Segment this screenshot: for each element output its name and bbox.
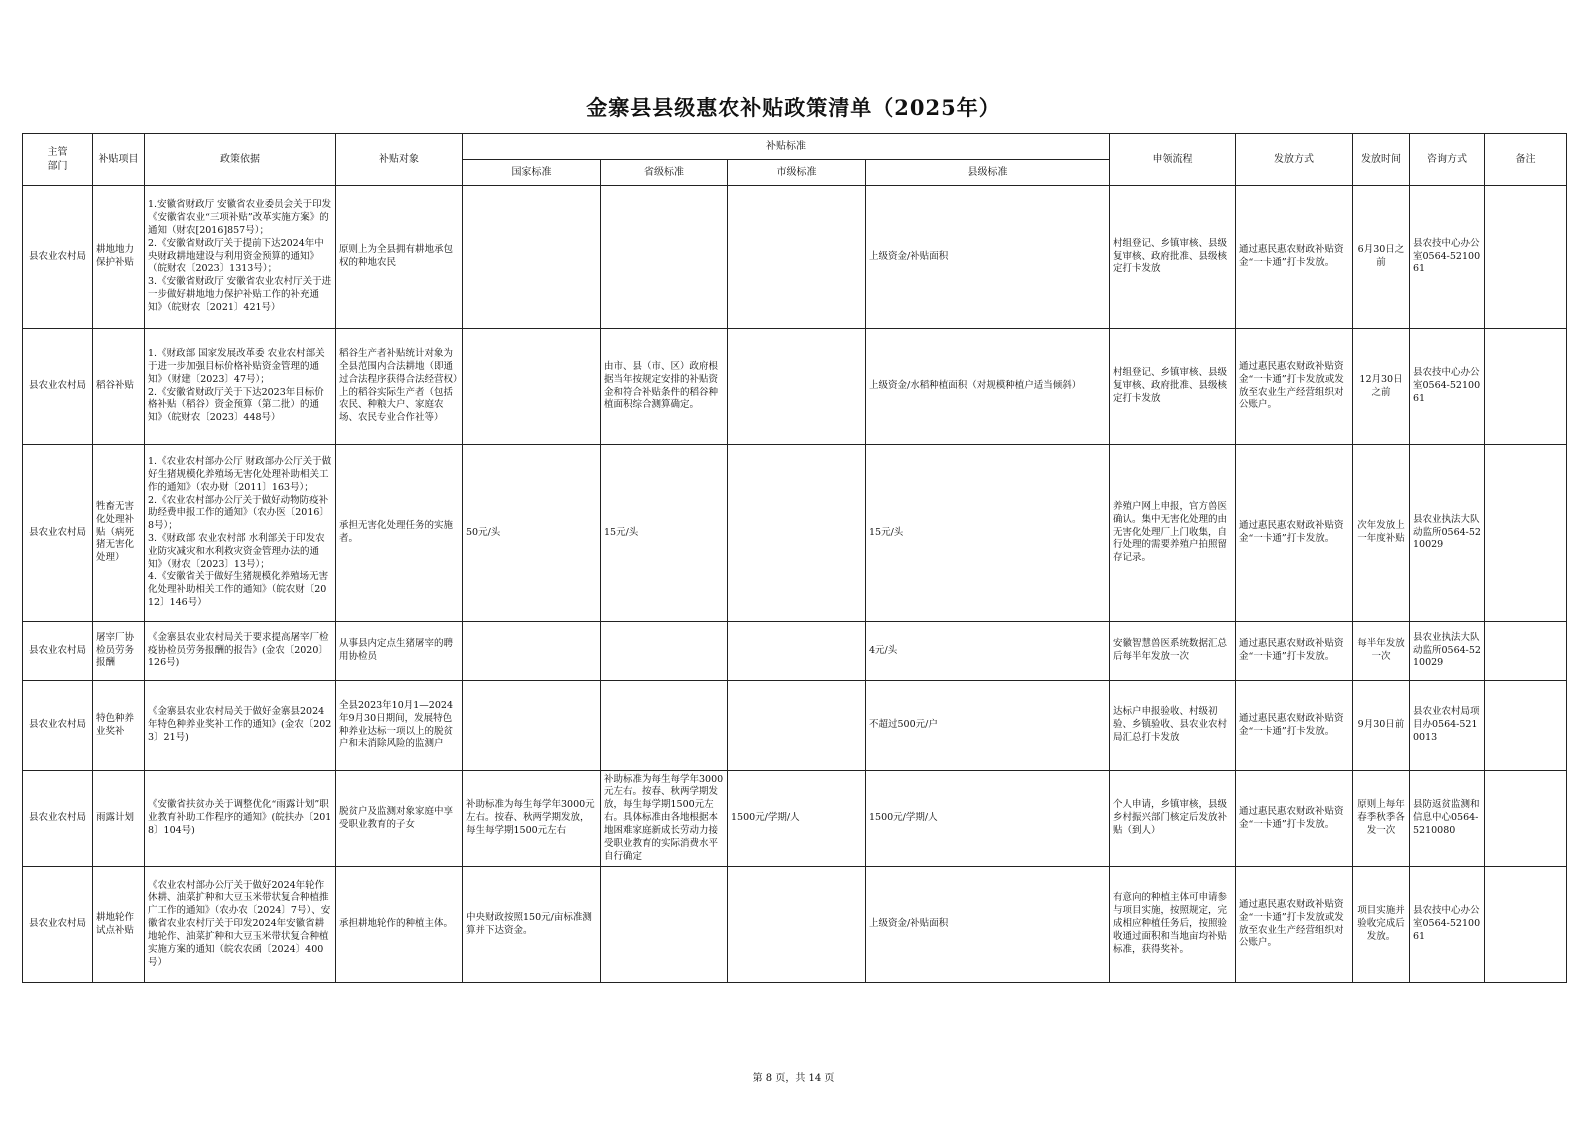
cell-consult: 县农业执法大队动监所0564-5210029 (1410, 622, 1485, 681)
cell-item: 屠宰厂协检员劳务报酬 (93, 622, 145, 681)
header-basis: 政策依据 (145, 134, 336, 186)
cell-national: 中央财政按照150元/亩标准测算并下达资金。 (463, 867, 601, 983)
cell-method: 通过惠民惠农财政补贴资金“一卡通”打卡发放。 (1236, 622, 1353, 681)
cell-method: 通过惠民惠农财政补贴资金“一卡通”打卡发放或发放至农业生产经营组织对公账户。 (1236, 329, 1353, 445)
cell-national (463, 681, 601, 771)
cell-target: 脱贫户及监测对象家庭中享受职业教育的子女 (336, 771, 463, 867)
cell-county: 上级资金/补贴面积 (866, 867, 1110, 983)
cell-time: 9月30日前 (1353, 681, 1410, 771)
cell-basis: 《农业农村部办公厅关于做好2024年轮作休耕、油菜扩种和大豆玉米带状复合种植推广工作的通知》（农办农〔2024〕7号）、安徽省农业农村厅关于印发2024年安徽省耕地轮作、油菜扩种和大豆玉米带状复合种植实施方案的通知（皖农农函〔2024〕400号） (145, 867, 336, 983)
cell-process: 有意向的种植主体可申请参与项目实施，按照规定，完成相应种植任务后，按照验收通过面积和当地亩均补贴标准，获得奖补。 (1110, 867, 1236, 983)
table-row (23, 445, 1567, 622)
cell-provincial: 15元/头 (601, 445, 728, 622)
cell-provincial: 由市、县（市、区）政府根据当年按规定安排的补贴资金和符合补贴条件的稻谷种植面积综合测算确定。 (601, 329, 728, 445)
cell-item: 雨露计划 (93, 771, 145, 867)
cell-item: 耕地地力保护补贴 (93, 186, 145, 329)
table-row (23, 771, 1567, 867)
cell-city (728, 867, 866, 983)
cell-remark (1485, 186, 1567, 329)
cell-basis: 1.安徽省财政厅 安徽省农业委员会关于印发《安徽省农业“三项补贴”改革实施方案》的通知（财农[2016]857号）； 2.《安徽省财政厅关于提前下达2024年中央财政耕地建设与利用资金预算的通知》（皖财农〔2023〕1313号）； 3.《安徽省财政厅 安徽省农业农村厅关于进一步做好耕地地力保护补贴工作的补充通知》（皖财农〔2021〕421号） (145, 186, 336, 329)
cell-process: 达标户申报验收、村级初验、乡镇验收、县农业农村局汇总打卡发放 (1110, 681, 1236, 771)
cell-remark (1485, 445, 1567, 622)
cell-process: 个人申请，乡镇审核，县级乡村振兴部门核定后发放补贴（到人） (1110, 771, 1236, 867)
cell-dept: 县农业农村局 (23, 622, 93, 681)
cell-dept: 县农业农村局 (23, 186, 93, 329)
cell-time: 6月30日之前 (1353, 186, 1410, 329)
cell-provincial (601, 681, 728, 771)
table-row (23, 622, 1567, 681)
header-standard: 补贴标准 (463, 134, 1110, 160)
header-city: 市级标准 (728, 160, 866, 186)
table-row (23, 867, 1567, 983)
cell-basis: 1.《财政部 国家发展改革委 农业农村部关于进一步加强目标价格补贴资金管理的通知》（财建〔2023〕47号）； 2.《安徽省财政厅关于下达2023年目标价格补贴（稻谷）资金预算（第二批）的通知》（皖财农〔2023〕448号） (145, 329, 336, 445)
cell-remark (1485, 622, 1567, 681)
cell-county: 上级资金/补贴面积 (866, 186, 1110, 329)
cell-consult: 县农技中心办公室0564-5210061 (1410, 186, 1485, 329)
cell-dept: 县农业农村局 (23, 867, 93, 983)
cell-process: 村组登记、乡镇审核、县级复审核、政府批准、县级核定打卡发放 (1110, 186, 1236, 329)
cell-item: 稻谷补贴 (93, 329, 145, 445)
cell-provincial: 补助标准为每生每学年3000元左右。按春、秋两学期发放，每生每学期1500元左右。具体标准由各地根据本地困难家庭新成长劳动力接受职业教育的实际消费水平自行确定 (601, 771, 728, 867)
cell-target: 承担无害化处理任务的实施者。 (336, 445, 463, 622)
cell-item: 牲畜无害化处理补贴（病死猪无害化处理） (93, 445, 145, 622)
header-time: 发放时间 (1353, 134, 1410, 186)
cell-remark (1485, 771, 1567, 867)
cell-remark (1485, 681, 1567, 771)
header-method: 发放方式 (1236, 134, 1353, 186)
cell-basis: 1.《农业农村部办公厅 财政部办公厅关于做好生猪规模化养殖场无害化处理补助相关工作的通知》（农办财〔2011〕163号）； 2.《农业农村部办公厅关于做好动物防疫补助经费申报工作的通知》（农办医〔2016〕8号）； 3.《财政部 农业农村部 水利部关于印发农业防灾减灾和水利救灾资金管理办法的通知》（财农〔2023〕13号）； 4.《安徽省关于做好生猪规模化养殖场无害化处理补助相关工作的通知》（皖农财〔2012〕146号） (145, 445, 336, 622)
cell-method: 通过惠民惠农财政补贴资金“一卡通”打卡发放。 (1236, 771, 1353, 867)
cell-dept: 县农业农村局 (23, 445, 93, 622)
table-row (23, 681, 1567, 771)
header-dept: 主管 部门 (23, 134, 93, 186)
cell-item: 耕地轮作试点补贴 (93, 867, 145, 983)
cell-provincial (601, 867, 728, 983)
cell-national (463, 186, 601, 329)
cell-target: 从事县内定点生猪屠宰的聘用协检员 (336, 622, 463, 681)
cell-method: 通过惠民惠农财政补贴资金“一卡通”打卡发放。 (1236, 445, 1353, 622)
cell-target: 全县2023年10月1—2024年9月30日期间，发展特色种养业达标一项以上的脱贫户和未消除风险的监测户 (336, 681, 463, 771)
cell-consult: 县农业执法大队动监所0564-5210029 (1410, 445, 1485, 622)
cell-process: 村组登记、乡镇审核、县级复审核、政府批准、县级核定打卡发放 (1110, 329, 1236, 445)
table-header-row (23, 134, 1567, 160)
cell-provincial (601, 622, 728, 681)
cell-city: 1500元/学期/人 (728, 771, 866, 867)
cell-national (463, 622, 601, 681)
cell-city (728, 445, 866, 622)
cell-consult: 县农业农村局项目办0564-5210013 (1410, 681, 1485, 771)
cell-city (728, 681, 866, 771)
cell-city (728, 329, 866, 445)
cell-time: 项目实施并验收完成后发放。 (1353, 867, 1410, 983)
cell-time: 次年发放上一年度补贴 (1353, 445, 1410, 622)
cell-county: 1500元/学期/人 (866, 771, 1110, 867)
header-provincial: 省级标准 (601, 160, 728, 186)
header-consult: 咨询方式 (1410, 134, 1485, 186)
header-county: 县级标准 (866, 160, 1110, 186)
header-remark: 备注 (1485, 134, 1567, 186)
cell-consult: 县农技中心办公室0564-5210061 (1410, 867, 1485, 983)
page-footer: 第 8 页，共 14 页 (752, 1073, 835, 1084)
cell-time: 12月30日之前 (1353, 329, 1410, 445)
cell-basis: 《金寨县农业农村局关于要求提高屠宰厂检疫协检员劳务报酬的报告》(金农〔2020〕126号) (145, 622, 336, 681)
cell-target: 原则上为全县拥有耕地承包权的种地农民 (336, 186, 463, 329)
cell-county: 15元/头 (866, 445, 1110, 622)
cell-national: 50元/头 (463, 445, 601, 622)
header-process: 申领流程 (1110, 134, 1236, 186)
table-row (23, 329, 1567, 445)
cell-time: 每半年发放一次 (1353, 622, 1410, 681)
cell-basis: 《安徽省扶贫办关于调整优化“雨露计划”职业教育补助工作程序的通知》(皖扶办〔2018〕104号) (145, 771, 336, 867)
cell-process: 安徽智慧兽医系统数据汇总后每半年发放一次 (1110, 622, 1236, 681)
cell-item: 特色种养业奖补 (93, 681, 145, 771)
header-item: 补贴项目 (93, 134, 145, 186)
cell-target: 稻谷生产者补贴统计对象为全县范围内合法耕地（即通过合法程序获得合法经营权）上的稻谷实际生产者（包括农民、种粮大户、家庭农场、农民专业合作社等） (336, 329, 463, 445)
cell-county: 4元/头 (866, 622, 1110, 681)
cell-method: 通过惠民惠农财政补贴资金“一卡通”打卡发放或发放至农业生产经营组织对公账户。 (1236, 867, 1353, 983)
cell-remark (1485, 329, 1567, 445)
cell-dept: 县农业农村局 (23, 681, 93, 771)
page-title: 金寨县县级惠农补贴政策清单（2025年） (586, 95, 1001, 120)
cell-method: 通过惠民惠农财政补贴资金“一卡通”打卡发放。 (1236, 186, 1353, 329)
cell-dept: 县农业农村局 (23, 329, 93, 445)
cell-time: 原则上每年春季秋季各发一次 (1353, 771, 1410, 867)
cell-consult: 县防返贫监测和信息中心0564-5210080 (1410, 771, 1485, 867)
policy-table (22, 133, 1567, 983)
cell-provincial (601, 186, 728, 329)
cell-city (728, 622, 866, 681)
cell-national (463, 329, 601, 445)
cell-basis: 《金寨县农业农村局关于做好金寨县2024年特色种养业奖补工作的通知》(金农〔2023〕21号) (145, 681, 336, 771)
cell-county: 不超过500元/户 (866, 681, 1110, 771)
cell-process: 养殖户网上申报，官方兽医确认。集中无害化处理的由无害化处理厂上门收集，自行处理的需要养殖户拍照留存记录。 (1110, 445, 1236, 622)
cell-county: 上级资金/水稻种植面积（对规模种植户适当倾斜） (866, 329, 1110, 445)
cell-city (728, 186, 866, 329)
cell-national: 补助标准为每生每学年3000元左右。按春、秋两学期发放，每生每学期1500元左右 (463, 771, 601, 867)
cell-remark (1485, 867, 1567, 983)
cell-target: 承担耕地轮作的种植主体。 (336, 867, 463, 983)
cell-method: 通过惠民惠农财政补贴资金“一卡通”打卡发放。 (1236, 681, 1353, 771)
table-row (23, 186, 1567, 329)
header-target: 补贴对象 (336, 134, 463, 186)
cell-dept: 县农业农村局 (23, 771, 93, 867)
header-national: 国家标准 (463, 160, 601, 186)
cell-consult: 县农技中心办公室0564-5210061 (1410, 329, 1485, 445)
